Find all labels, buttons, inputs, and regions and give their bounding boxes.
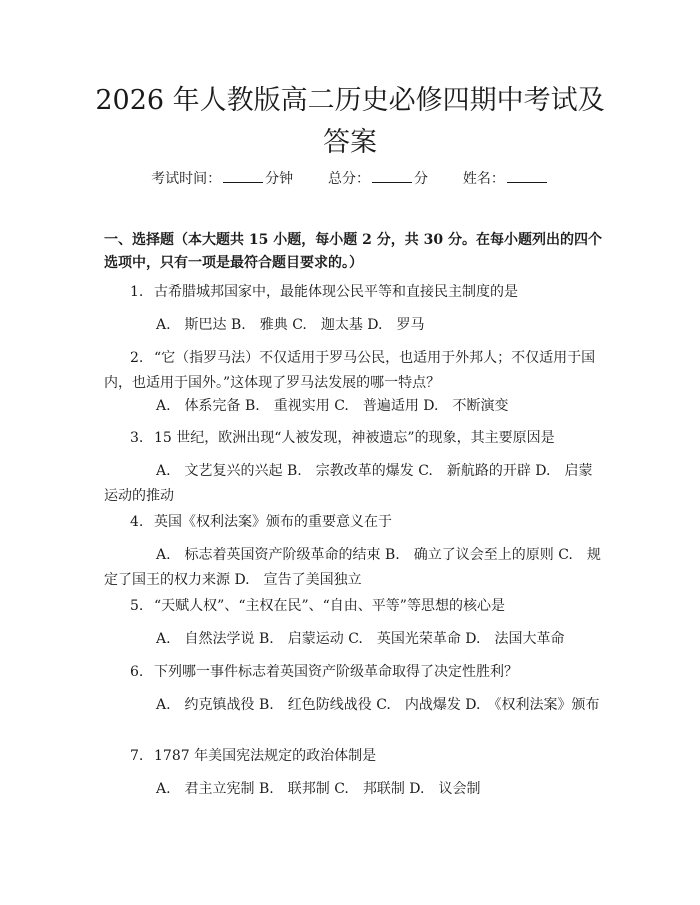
question-number: 3.: [130, 430, 144, 446]
question-stem: [104, 744, 602, 769]
question-options: A. 斯巴达 B. 雅典 C. 迦太基 D. 罗马: [156, 317, 425, 333]
document-title: 2026 年人教版高二历史必修四期中考试及答案: [95, 85, 605, 158]
question-text: 古希腊城邦国家中，最能体现公民平等和直接民主制度的是: [154, 284, 518, 300]
total-score-unit: 分: [414, 171, 428, 187]
question-text: 15 世纪，欧洲出现“人被发现，神被遗忘”的现象，其主要原因是: [154, 430, 555, 446]
question-options: A. 标志着英国资产阶级革命的结束 B. 确立了议会至上的原则 C. 规定了国王的权力来源 D. 宣告了美国独立: [104, 547, 601, 588]
question-stem: [104, 346, 602, 396]
question-text: “天赋人权”、“主权在民”、“自由、平等”等思想的核心是: [154, 598, 505, 614]
question-stem: [104, 426, 602, 451]
question-options: A. 君主立宪制 B. 联邦制 C. 邦联制 D. 议会制: [156, 781, 481, 797]
question-number: 2.: [130, 350, 144, 366]
section-heading: 一、选择题（本大题共 15 小题，每小题 2 分，共 30 分。在每小题列出的四个选项中，只有一项是最符合题目要求的。）: [104, 232, 602, 271]
name-label: 姓名：: [462, 171, 505, 187]
question-number: 4.: [130, 514, 144, 530]
question-text: 英国《权利法案》颁布的重要意义在于: [154, 514, 392, 530]
exam-time-blank[interactable]: [223, 168, 263, 183]
name-blank[interactable]: [507, 168, 547, 183]
question-options: A. 体系完备 B. 重视实用 C. 普遍适用 D. 不断演变: [156, 398, 509, 414]
question-stem: [104, 510, 602, 535]
question-text: “它（指罗马法）不仅适用于罗马公民，也适用于外邦人；不仅适用于国内，也适用于国外。”这体现了罗马法发展的哪一特点？: [104, 350, 596, 391]
exam-time-unit: 分钟: [265, 171, 294, 187]
question-options: A. 约克镇战役 B. 红色防线战役 C. 内战爆发 D. 《权利法案》颁布: [156, 697, 600, 713]
question-options: A. 自然法学说 B. 启蒙运动 C. 英国光荣革命 D. 法国大革命: [156, 631, 565, 647]
exam-time-label: 考试时间：: [151, 171, 222, 187]
question-number: 1.: [130, 284, 144, 300]
total-score-label: 总分：: [328, 171, 370, 187]
question-number: 5.: [130, 598, 144, 614]
exam-info-line: [0, 168, 700, 189]
total-score-blank[interactable]: [372, 168, 412, 183]
question-text: 下列哪一事件标志着英国资产阶级革命取得了决定性胜利？: [154, 664, 518, 680]
question-options: A. 文艺复兴的兴起 B. 宗教改革的爆发 C. 新航路的开辟 D. 启蒙运动的推动: [104, 463, 593, 504]
question-number: 6.: [130, 664, 144, 680]
question-stem: [104, 280, 602, 305]
question-text: 1787 年美国宪法规定的政治体制是: [154, 748, 377, 764]
question-number: 7.: [130, 748, 144, 764]
question-stem: [104, 594, 602, 619]
question-stem: [104, 660, 602, 685]
